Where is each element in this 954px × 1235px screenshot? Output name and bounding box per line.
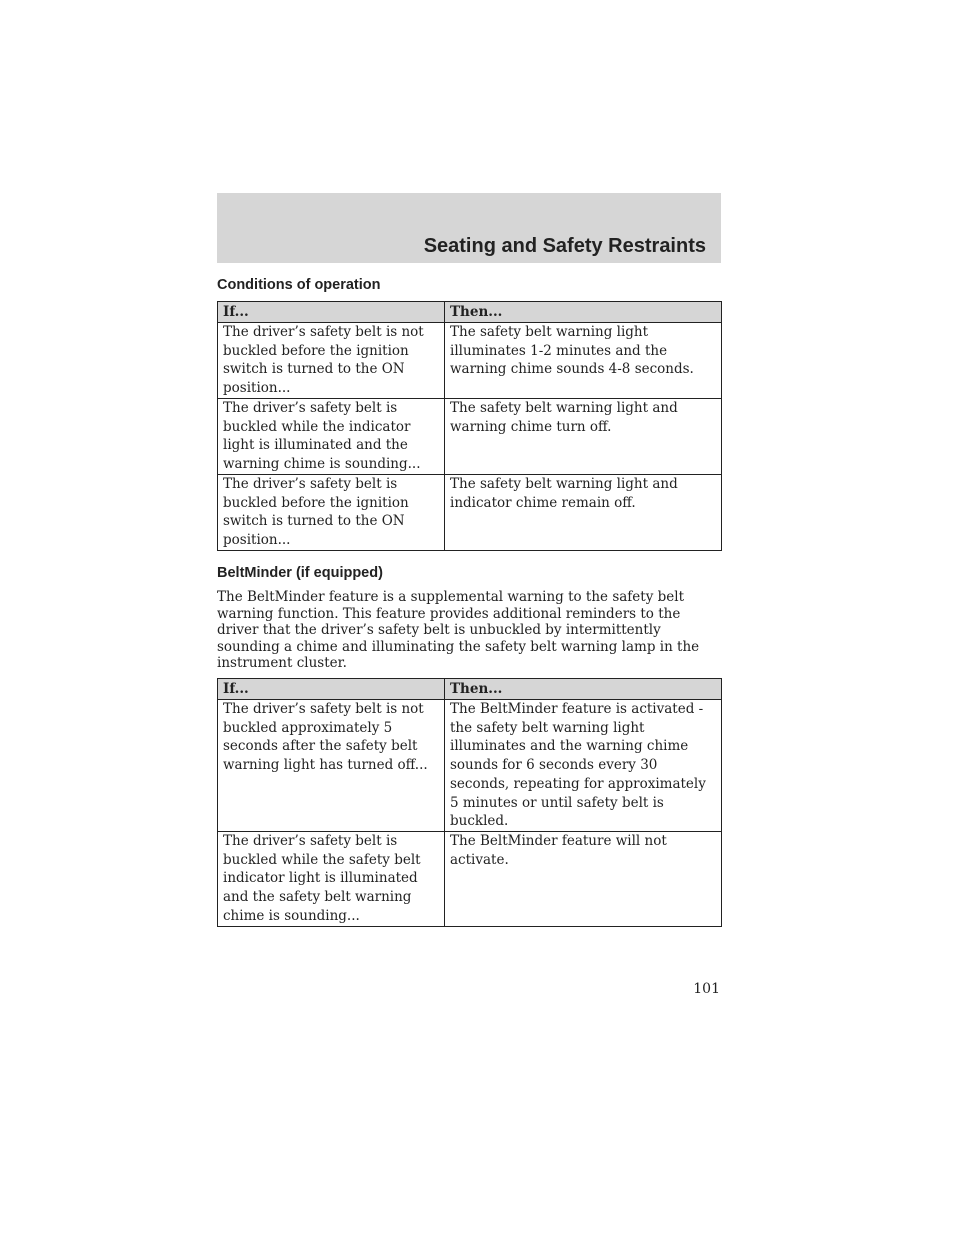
conditions-heading: Conditions of operation — [217, 277, 381, 293]
table-row — [218, 832, 722, 927]
conditions-table — [217, 301, 722, 551]
table-row — [218, 399, 722, 475]
table-cell-then: The safety belt warning light and indicator chime remain off. — [445, 475, 722, 551]
page-title: Seating and Safety Restraints — [423, 235, 706, 257]
table-cell-if: The driver’s safety belt is not buckled before the ignition switch is turned to the ON position... — [218, 323, 445, 399]
table-cell-if: The driver’s safety belt is buckled before the ignition switch is turned to the ON position... — [218, 475, 445, 551]
table-row — [218, 475, 722, 551]
table-cell-then: The safety belt warning light and warning chime turn off. — [445, 399, 722, 475]
table-row — [218, 700, 722, 832]
table-cell-if: The driver’s safety belt is buckled while the safety belt indicator light is illuminated and the safety belt warning chime is sounding... — [218, 832, 445, 927]
table-header-row — [218, 302, 722, 323]
column-header-then: Then... — [445, 302, 722, 323]
table-cell-then: The BeltMinder feature is activated - the safety belt warning light illuminates and the warning chime sounds for 6 seconds every 30 seconds, repeating for approximately 5 minutes or until safety belt is buckled. — [445, 700, 722, 832]
header-band — [217, 193, 721, 263]
column-header-then: Then... — [445, 679, 722, 700]
column-header-if: If... — [218, 302, 445, 323]
table-row — [218, 323, 722, 399]
table-cell-if: The driver’s safety belt is not buckled approximately 5 seconds after the safety belt warning light has turned off... — [218, 700, 445, 832]
beltminder-description: The BeltMinder feature is a supplemental warning to the safety belt warning function. This feature provides additional reminders to the driver that the driver’s safety belt is unbuckled by intermittently sounding a chime and illuminating the safety belt warning lamp in the instrument cluster. — [217, 589, 700, 671]
page-number: 101 — [693, 981, 720, 997]
table-cell-if: The driver’s safety belt is buckled while the indicator light is illuminated and the warning chime is sounding... — [218, 399, 445, 475]
table-cell-then: The safety belt warning light illuminates 1-2 minutes and the warning chime sounds 4-8 seconds. — [445, 323, 722, 399]
beltminder-heading: BeltMinder (if equipped) — [217, 565, 383, 581]
beltminder-table — [217, 678, 722, 927]
column-header-if: If... — [218, 679, 445, 700]
table-cell-then: The BeltMinder feature will not activate. — [445, 832, 722, 927]
table-header-row — [218, 679, 722, 700]
